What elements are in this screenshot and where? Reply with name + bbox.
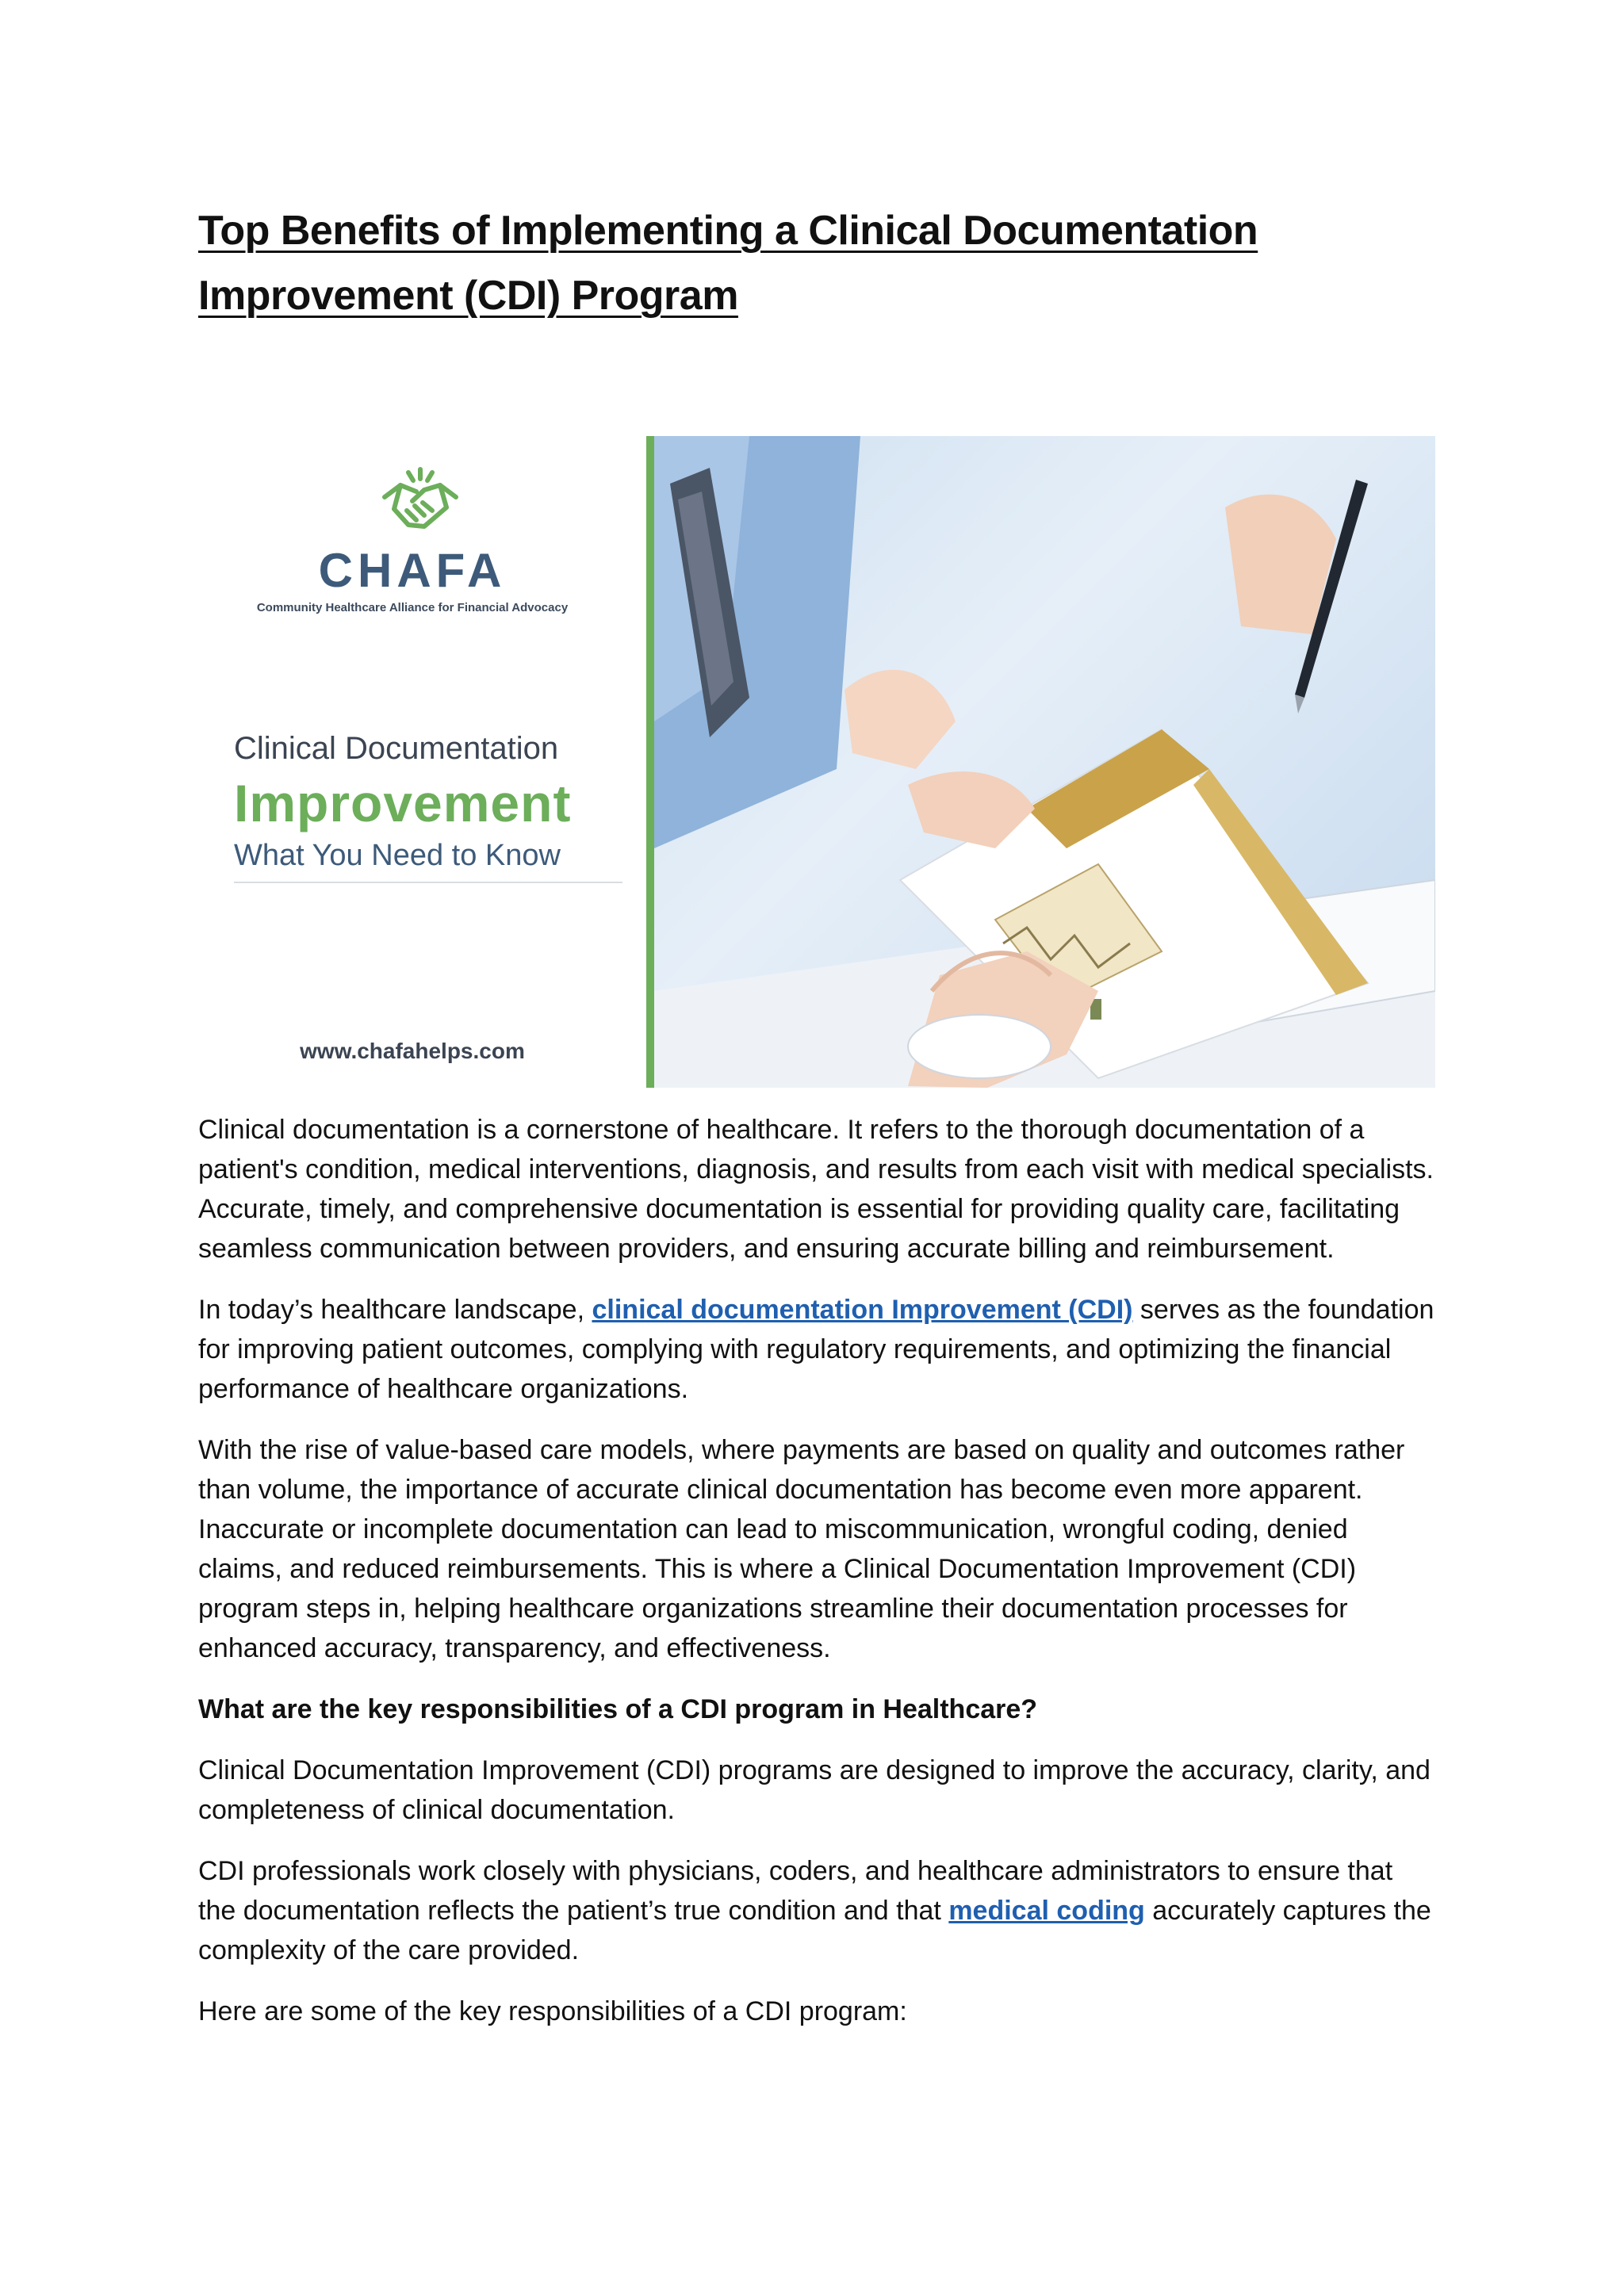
paragraph-responsibilities-intro: Here are some of the key responsibilities of a CDI program: [198,1996,907,2026]
office-documents-illustration [654,436,1435,1088]
paragraph-intro: Clinical documentation is a cornerstone of healthcare. It refers to the thorough documentation of a patient's condition, medical interventions, diagnosis, and results from each visit with medical specialists. Accurate, timely, and comprehensive documentation is essential for providing quality care, facilitating seamless communication between providers, and ensuring accurate billing and reimbursement. [198,1115,1434,1264]
brand-logo-name: CHAFA [318,544,507,597]
banner-accent-bar [646,436,654,1088]
section-heading: What are the key responsibilities of a CDI program in Healthcare? [198,1694,1038,1724]
paragraph-text: serves as the foundation for improving patient outcomes, complying with regulatory requirements, and optimizing the financial performance of healthcare organizations. [198,1295,1434,1404]
cdi-link[interactable]: clinical documentation Improvement (CDI) [592,1295,1133,1325]
banner-website-url: www.chafahelps.com [300,1039,525,1063]
paragraph-cdi-design: Clinical Documentation Improvement (CDI) programs are designed to improve the accuracy, clarity, and completeness of clinical documentation. [198,1755,1431,1825]
paragraph-cdi-professionals [198,1851,1435,1970]
banner-headline-line2: Improvement [234,774,572,832]
document-page [198,198,1435,2026]
paragraph-text: accurately captures the complexity of the care provided. [198,1896,1431,1965]
paragraph-cdi-landscape [198,1290,1435,1409]
medical-coding-link[interactable]: medical coding [948,1896,1145,1926]
brand-logo-tagline: Community Healthcare Alliance for Financial Advocacy [256,601,569,614]
banner-divider [234,882,622,883]
banner-text-panel [214,436,646,1088]
article-body [198,1110,1435,2053]
banner-headline-line1: Clinical Documentation [234,731,559,766]
paragraph-text: In today’s healthcare landscape, [198,1295,592,1325]
page-title: Top Benefits of Implementing a Clinical Documentation Improvement (CDI) Program [198,208,1258,319]
handshake-icon [377,461,464,541]
article-banner-image [214,436,1435,1088]
banner-headline-line3: What You Need to Know [234,839,561,872]
banner-photo [654,436,1435,1088]
paragraph-value-based-care: With the rise of value-based care models, where payments are based on quality and outcomes rather than volume, the importance of accurate clinical documentation has become even more apparent. Inaccurate or incomplete documentation can lead to miscommunication, wrongful coding, denied claims, and reduced reimbursements. This is where a Clinical Documentation Improvement (CDI) program steps in, helping healthcare organizations streamline their documentation processes for enhanced accuracy, transparency, and effectiveness. [198,1435,1405,1663]
paragraph-text: CDI professionals work closely with physicians, coders, and healthcare administrators to ensure that the documentation reflects the patient’s true condition and that [198,1856,1393,1926]
